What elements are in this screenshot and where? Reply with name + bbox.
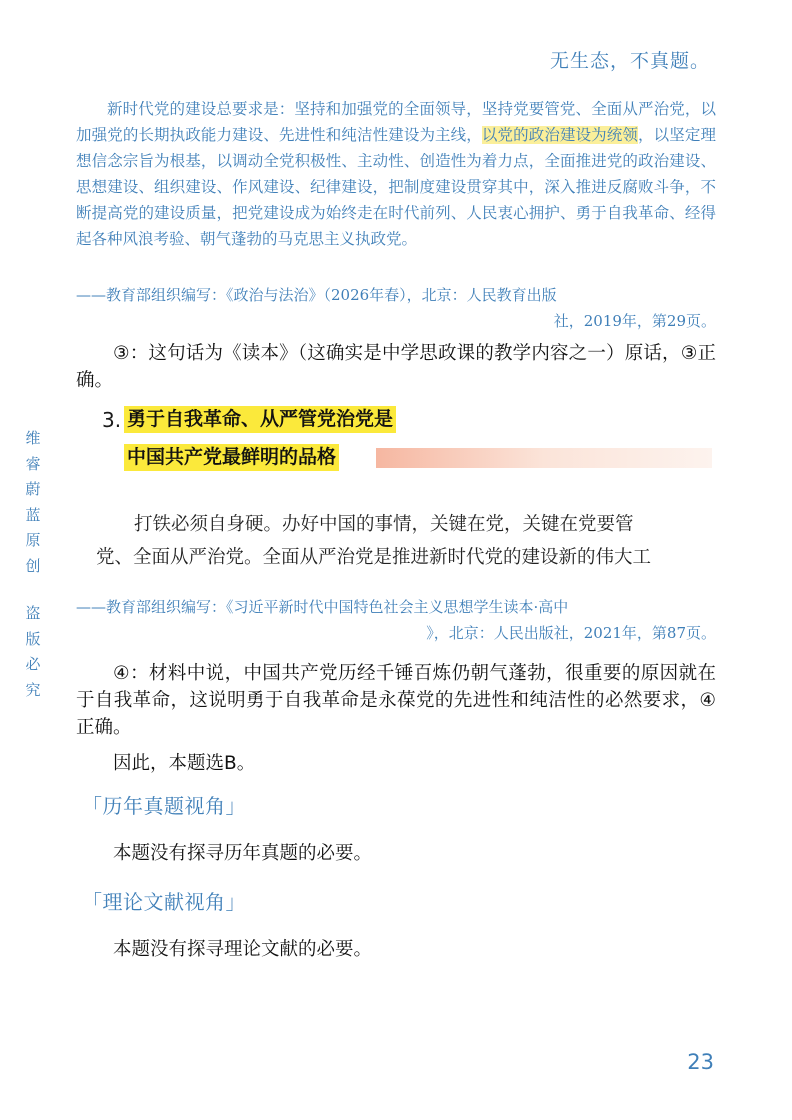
side-char: 究	[25, 680, 41, 699]
excerpt-block	[96, 508, 718, 574]
page-number: 23	[687, 1050, 714, 1074]
side-char: 原	[25, 531, 41, 549]
theory-docs-text: 本题没有探寻理论文献的必要。	[113, 939, 373, 960]
section-decor-bar	[376, 448, 712, 468]
heading-theory-docs: 「理论文献视角」	[82, 890, 246, 914]
side-char: 蔚	[25, 480, 41, 498]
conclusion: 因此，本题选B。	[113, 753, 256, 774]
analysis-para-3: ③：这句话为《读本》（这确实是中学思政课的教学内容之一）原话，③正确。	[76, 343, 716, 391]
heading-past-exams: 「历年真题视角」	[82, 794, 246, 818]
section-title-line2: 中国共产党最鲜明的品格	[124, 444, 339, 471]
side-char: 蓝	[25, 505, 41, 524]
excerpt-source-line1: ——教育部组织编写：《习近平新时代中国特色社会主义思想学生读本·高中	[76, 598, 569, 616]
quote-block	[76, 96, 716, 252]
section-number: 3.	[102, 408, 122, 432]
side-char: 必	[25, 655, 41, 673]
quote-source-line2: 社，2019年，第29页。	[553, 312, 716, 330]
excerpt-source	[76, 594, 716, 646]
quote-highlight: 以党的政治建设为统领	[481, 126, 639, 144]
section-title-line1: 勇于自我革命、从严管党治党是	[124, 406, 396, 433]
quote-source-line1: ——教育部组织编写：《政治与法治》（2026年春），北京：人民教育出版	[76, 286, 557, 304]
sidebar-watermark	[22, 426, 44, 703]
side-char: 睿	[25, 454, 41, 473]
side-char: 创	[25, 556, 41, 575]
side-char: 盗	[25, 604, 41, 622]
quote-text-pre: 新时代党的建设总要求是：坚持和加强党的全面领导，坚持党要管党、全面从严治党，以加强党的长期执政能力建设、先进性和纯洁性建设为主线，	[76, 100, 716, 144]
past-exams-text: 本题没有探寻历年真题的必要。	[113, 843, 373, 864]
side-char: 版	[25, 629, 41, 648]
quote-text-post: ，以坚定理想信念宗旨为根基，以调动全党积极性、主动性、创造性为着力点，全面推进党的政治建设、思想建设、组织建设、作风建设、纪律建设，把制度建设贯穿其中，深入推进反腐败斗争，不断提高党的建设质量，把党建设成为始终走在时代前列、人民衷心拥护、勇于自我革命、经得起各种风浪考验、朝气蓬勃的马克思主义执政党。	[76, 126, 716, 248]
quote-source	[76, 282, 716, 334]
side-char: 维	[25, 429, 41, 447]
header-tag: 无生态，不真题。	[549, 50, 710, 72]
excerpt-line1: 打铁必须自身硬。办好中国的事情，关键在党，关键在党要管	[134, 514, 634, 535]
analysis-para-4: ④：材料中说，中国共产党历经千锤百炼仍朝气蓬勃，很重要的原因就在于自我革命，这说明勇于自我革命是永葆党的先进性和纯洁性的必然要求，④正确。	[76, 663, 716, 738]
excerpt-source-line2: 》，北京：人民出版社，2021年，第87页。	[426, 624, 716, 642]
excerpt-line2: 党、全面从严治党。全面从严治党是推进新时代党的建设新的伟大工	[96, 547, 652, 568]
